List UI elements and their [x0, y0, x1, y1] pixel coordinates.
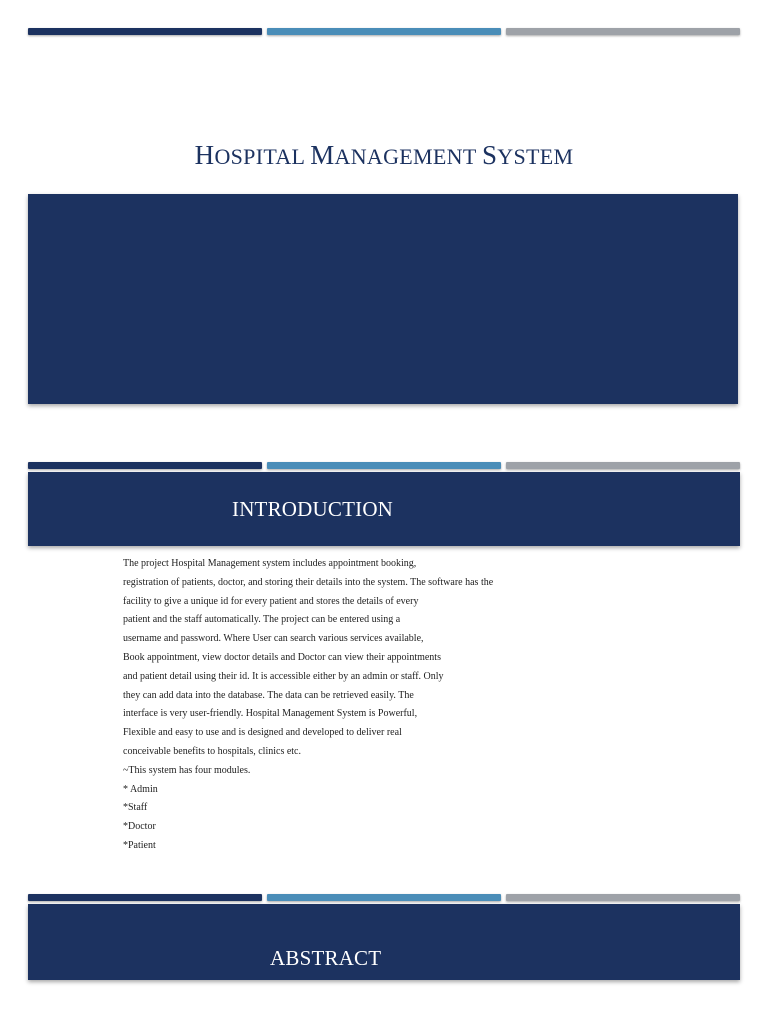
slide-title [0, 140, 768, 171]
accent-stripe-grey [506, 894, 740, 901]
title-panel [28, 194, 738, 404]
abstract-panel [28, 904, 740, 980]
text-line: interface is very user-friendly. Hospital Management System is Powerful, [123, 708, 418, 720]
title-initial: S [481, 140, 498, 170]
title-initial: H [194, 140, 215, 170]
title-initial: M [310, 140, 335, 170]
accent-stripe-dark [28, 894, 262, 901]
title-rest: OSPITAL [214, 144, 311, 169]
accent-stripe-blue [267, 894, 501, 901]
text-line: registration of patients, doctor, and storing their details into the system. The software has the [123, 576, 494, 588]
text-line: ~This system has four modules. [123, 764, 251, 776]
text-line: *Patient [123, 839, 156, 851]
introduction-panel [28, 472, 740, 546]
text-line: The project Hospital Management system includes appointment booking, [123, 558, 417, 569]
abstract-heading: ABSTRACT [270, 946, 382, 970]
text-line: patient and the staff automatically. The project can be entered using a [123, 614, 401, 626]
text-line: and patient detail using their id. It is accessible either by an admin or staff. Only [123, 670, 444, 682]
title-rest: ANAGEMENT [334, 144, 482, 169]
accent-stripe-grey [506, 28, 740, 35]
accent-stripe-blue [267, 28, 501, 35]
text-line: Flexible and easy to use and is designed and developed to deliver real [123, 727, 402, 739]
text-line: username and password. Where User can search various services available, [123, 633, 424, 645]
text-line: Book appointment, view doctor details and Doctor can view their appointments [123, 651, 441, 663]
introduction-text [123, 555, 543, 856]
text-line: conceivable benefits to hospitals, clinics etc. [123, 745, 301, 757]
accent-stripe-grey [506, 462, 740, 469]
text-line: facility to give a unique id for every patient and stores the details of every [123, 595, 419, 607]
introduction-heading: INTRODUCTION [232, 497, 394, 521]
text-line: *Staff [123, 802, 148, 814]
title-rest: YSTEM [497, 144, 574, 169]
accent-stripe-blue [267, 462, 501, 469]
text-line: *Doctor [123, 821, 156, 833]
text-line: * Admin [123, 783, 158, 795]
accent-stripe-dark [28, 462, 262, 469]
text-line: they can add data into the database. The data can be retrieved easily. The [123, 689, 414, 701]
accent-stripe-dark [28, 28, 262, 35]
